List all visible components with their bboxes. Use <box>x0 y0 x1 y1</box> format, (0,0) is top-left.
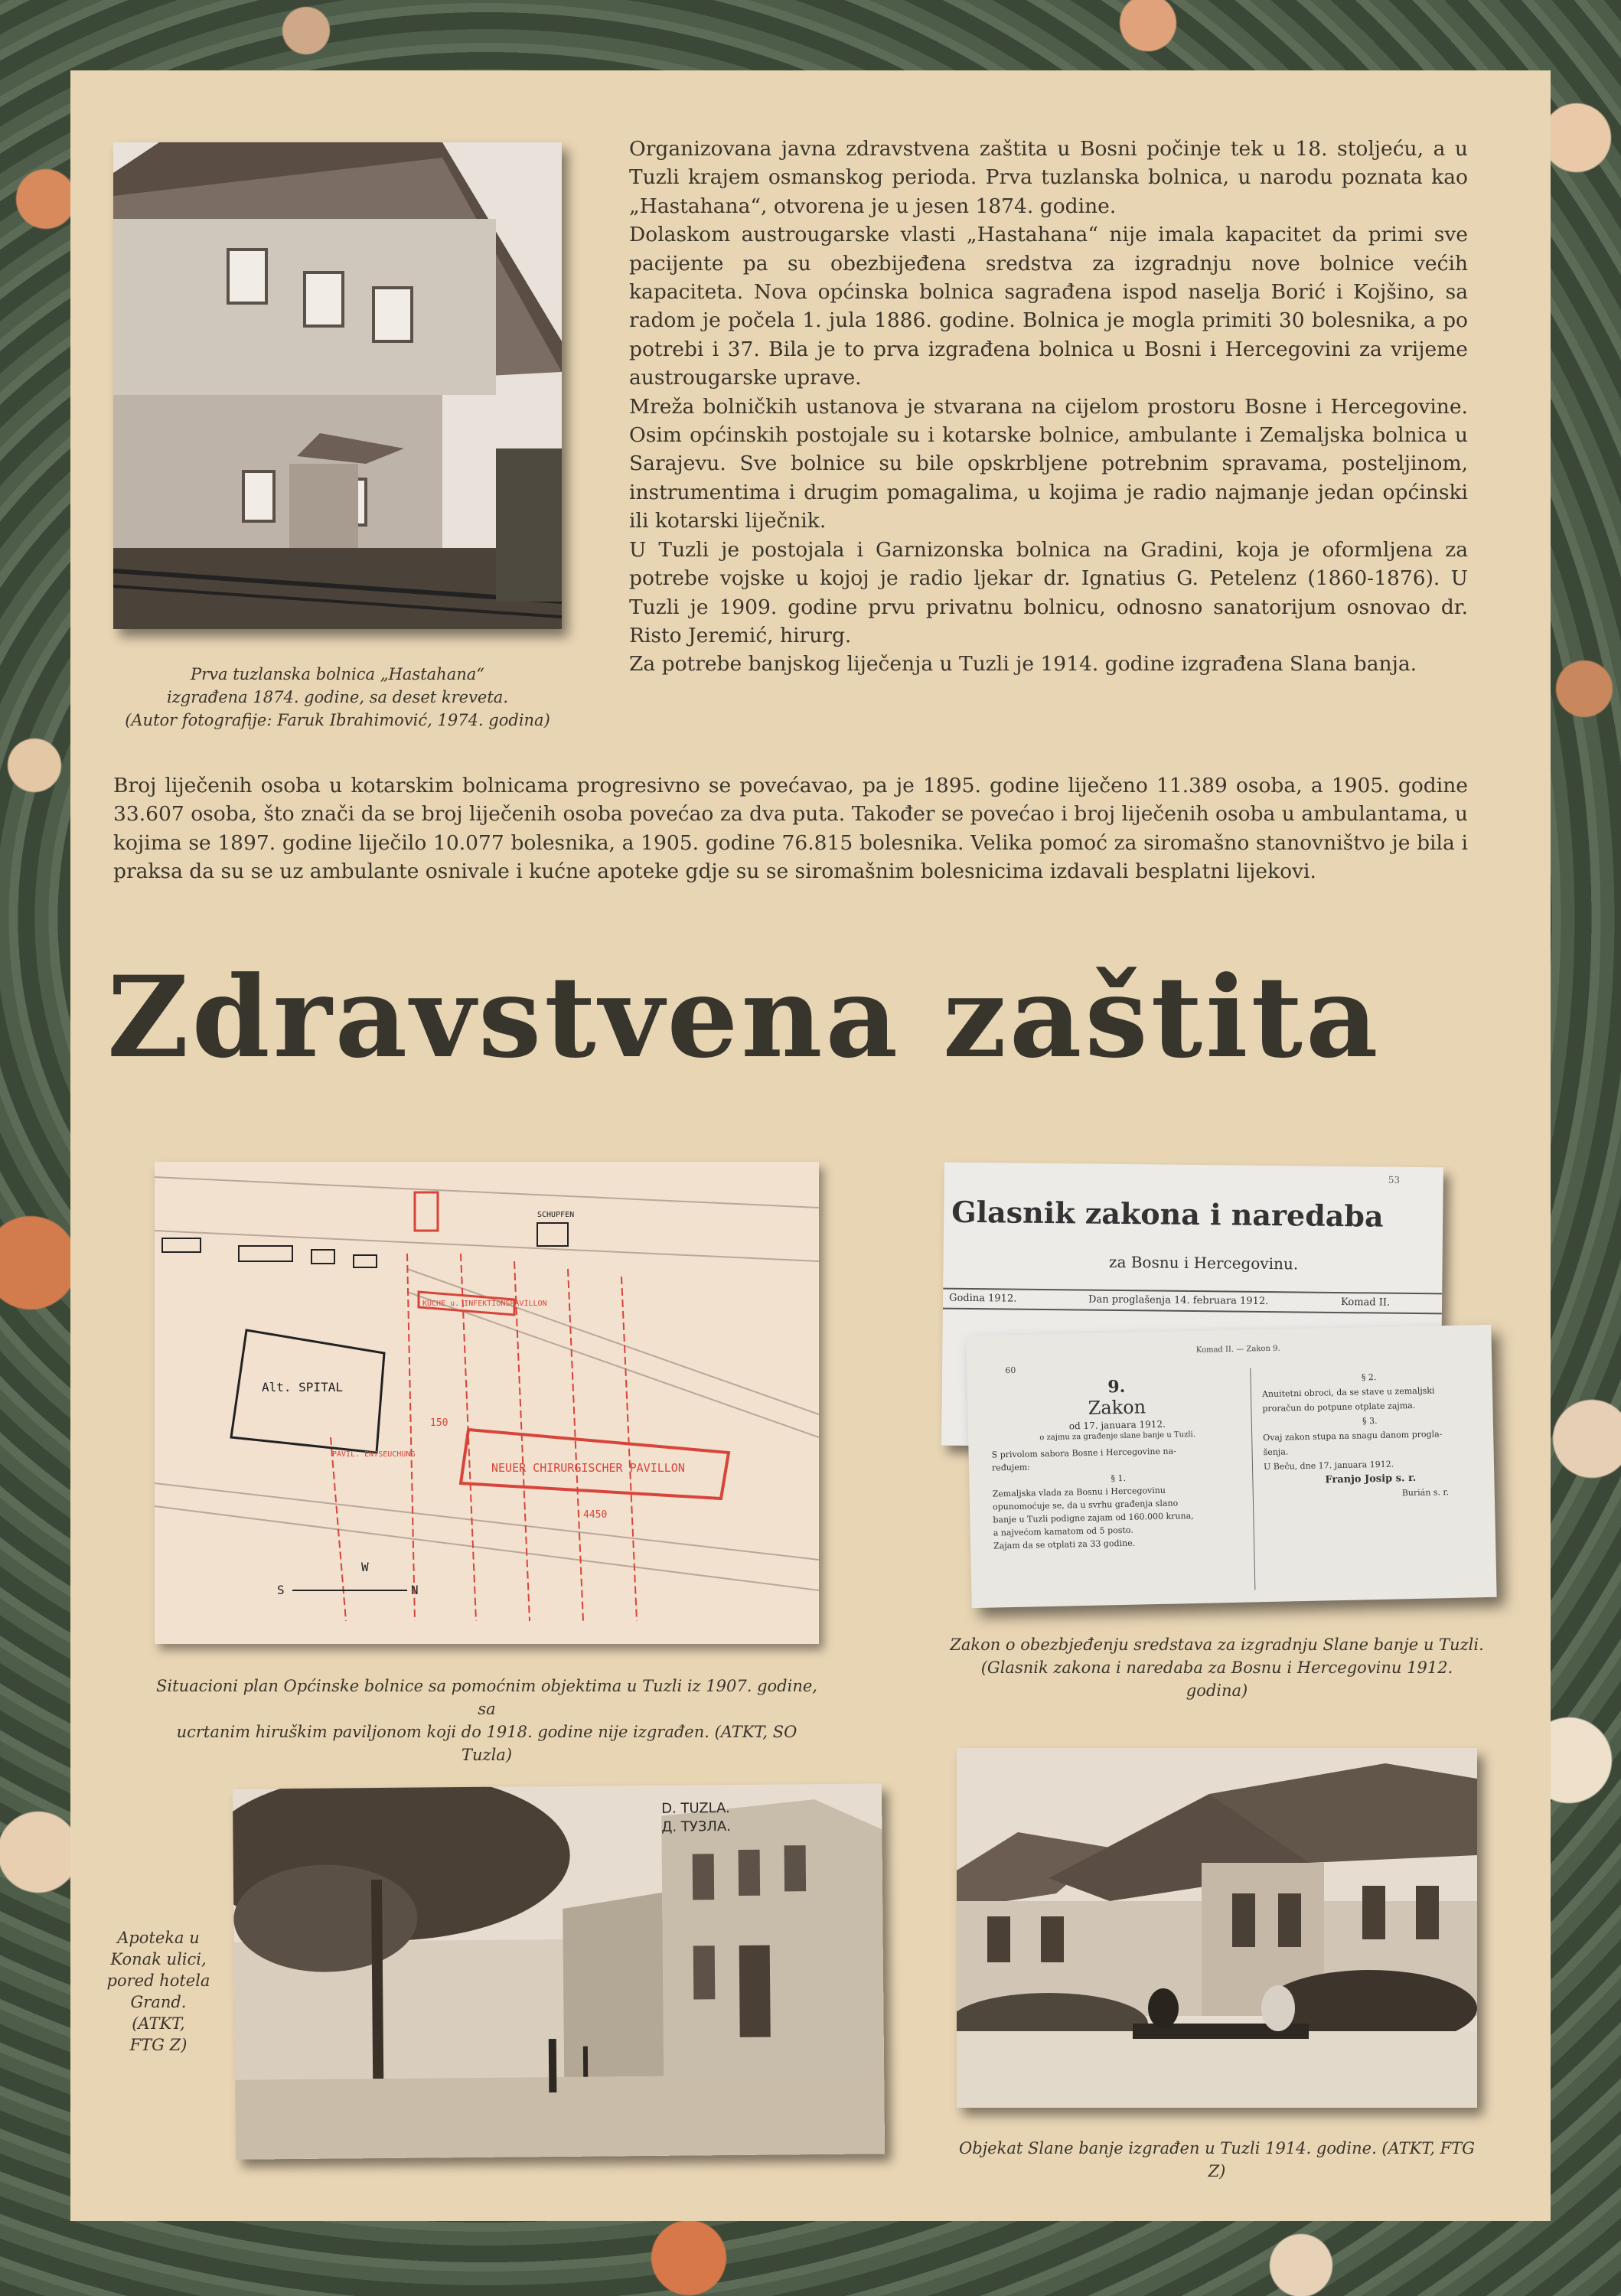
glasnik-page2-number: 60 <box>1005 1365 1016 1376</box>
law-line: šenja. <box>1263 1446 1289 1458</box>
plan-label-spital: Alt. SPITAL <box>262 1380 343 1394</box>
law-line: § 2. <box>1361 1372 1377 1383</box>
caption-line: (ATKT, <box>132 2014 185 2033</box>
law-line: Anuitetni obroci, da se stave u zemaljski <box>1261 1385 1435 1400</box>
caption-line: Objekat Slane banje izgrađen u Tuzli 1914. godine. (ATKT, FTG Z) <box>959 2139 1475 2180</box>
plan-label-schupfen: SCHUPFEN <box>537 1211 575 1219</box>
hastahana-photo <box>113 142 562 629</box>
plan-compass-n: N <box>411 1583 419 1597</box>
caption-line: Situacioni plan Općinske bolnice sa pomoćnim objektima u Tuzli iz 1907. godine, sa <box>156 1677 817 1718</box>
postcard-town-cyrillic: Д. ТУЗЛА. <box>661 1818 732 1835</box>
glasnik-komad: Komad II. <box>1340 1296 1391 1309</box>
law-number: 9. <box>1107 1376 1126 1397</box>
glasnik-date: Dan proglašenja 14. februara 1912. <box>1088 1293 1269 1308</box>
law-line: Zajam da se otplati za 33 godine. <box>993 1538 1136 1551</box>
slana-banja-caption <box>957 2137 1477 2183</box>
law-line: banje u Tuzli podigne zajam od 160.000 kruna, <box>993 1511 1194 1525</box>
law-line: a najvećom kamatom od 5 posto. <box>993 1525 1133 1538</box>
caption-line: Zakon o obezbjeđenju sredstava za izgradnju Slane banje u Tuzli. <box>950 1636 1484 1654</box>
glasnik-page-2 <box>966 1325 1496 1608</box>
law-line: proračun do potpune otplate zajma. <box>1262 1400 1416 1414</box>
glasnik-subtitle: za Bosnu i Hercegovinu. <box>1108 1252 1299 1274</box>
plan-dimension-1: 150 <box>430 1417 448 1429</box>
hastahana-caption <box>113 663 562 732</box>
glasnik-year: Godina 1912. <box>949 1292 1017 1305</box>
intro-paragraph: U Tuzli je postojala i Garnizonska bolnica na Gradini, koja je oformljena za potrebe vojske u kojoj je radio ljekar dr. Ignatius G. Petelenz (1860-1876). U Tuzli je 1909. godine prvu privatnu bolnicu, odnosno sanatorijum osnovao dr. Risto Jeremić, hirurg. <box>629 537 1468 647</box>
statistics-paragraph: Broj liječenih osoba u kotarskim bolnicama progresivno se povećavao, pa je 1895. godine liječeno 11.389 osoba, a 1905. godine 33.607 osoba, što znači da se broj liječenih osoba povećao za dva puta. Također se povećao i broj liječenih osoba u ambulantama, u kojima se 1897. godine liječilo 10.077 bolesnika, a 1905. godine 76.815 bolesnika. Velika pomoć za siromašno stanovništvo je bila i praksa da su se uz ambulante osnivale i kućne apoteke gdje su se siromašnim bolesnicima izdavali besplatni lijekovi. <box>113 774 1468 884</box>
plan-compass-w: W <box>361 1560 369 1574</box>
plan-caption <box>155 1675 819 1766</box>
plan-compass-s: S <box>277 1583 285 1597</box>
hospital-plan-image <box>155 1162 819 1644</box>
intro-paragraph: Dolaskom austrougarske vlasti „Hastahana“ nije imala kapacitet da primi sve pacijente pa su obezbijeđena sredstva za izgradnju nove bolnice većih kapaciteta. Nova općinska bolnica sagrađena ispod naselja Borić i Kojšino, sa radom je počela 1. jula 1886. godine. Bolnica je mogla primiti 30 bolesnika, a po potrebi i 37. Bila je to prva izgrađena bolnica u Bosni i Hercegovini za vrijeme austrougarske uprave. <box>629 223 1468 390</box>
plan-dimension-2: 4450 <box>583 1509 608 1521</box>
glasnik-header2: Komad II. — Zakon 9. <box>1195 1344 1280 1355</box>
glasnik-page-number: 53 <box>1388 1174 1401 1186</box>
caption-line: izgrađena 1874. godine, sa deset kreveta. <box>167 688 508 706</box>
apoteka-postcard <box>233 1783 885 2159</box>
caption-line: Apoteka u <box>117 1929 200 1947</box>
law-subject: o zajmu za građenje slane banje u Tuzli. <box>1039 1430 1196 1443</box>
law-body <box>991 1443 1246 1553</box>
intro-paragraph: Za potrebe banjskog liječenja u Tuzli je 1914. godine izgrađena Slana banja. <box>629 652 1417 677</box>
intro-paragraph: Organizovana javna zdravstvena zaštita u Bosni počinje tek u 18. stoljeću, a u Tuzli krajem osmanskog perioda. Prva tuzlanska bolnica, u narodu poznata kao „Hastahana“, otvorena je u jesen 1874. godine. <box>629 137 1468 218</box>
law-line: Zemaljska vlada za Bosnu i Hercegovinu <box>992 1485 1166 1499</box>
law-countersign: Burián s. r. <box>1401 1487 1450 1499</box>
plan-label-kuche: KÜCHE u. INFEKTIONSPAVILLON <box>422 1300 547 1308</box>
law-signature: Franjo Josip s. r. <box>1325 1472 1417 1486</box>
postcard-town-latin: D. TUZLA. <box>661 1800 730 1817</box>
slana-banja-photo <box>957 1748 1477 2108</box>
caption-line: Grand. <box>130 1993 187 2011</box>
law-line: ređujem: <box>991 1462 1031 1473</box>
caption-line: (Autor fotografije: Faruk Ibrahimović, 1974. godina) <box>125 711 550 729</box>
page-title: Zdravstvena zaštita <box>107 952 1381 1083</box>
law-line: U Beču, dne 17. januara 1912. <box>1263 1459 1394 1473</box>
law-title: Zakon <box>1088 1396 1146 1419</box>
glasnik-masthead: Glasnik zakona i naredaba <box>951 1194 1384 1234</box>
caption-line: pored hotela <box>106 1971 210 1990</box>
caption-line: (Glasnik zakona i naredaba za Bosnu i Hercegovinu 1912. godina) <box>980 1658 1453 1700</box>
apoteka-caption <box>101 1927 216 2056</box>
law-line: § 3. <box>1362 1415 1378 1427</box>
law-line: Ovaj zakon stupa na snagu danom progla- <box>1263 1429 1443 1443</box>
intro-paragraph: Mreža bolničkih ustanova je stvarana na cijelom prostoru Bosne i Hercegovine. Osim općinskih postojale su i kotarske bolnice, ambulante i Zemaljska bolnica u Sarajevu. Sve bolnice su bile opskrbljene potrebnim spravama, posteljinom, instrumentima i drugim pomagalima, u kojima je radio najmanje jedan općinski ili kotarski liječnik. <box>629 394 1468 533</box>
plan-label-pavillon: NEUER CHIRURGISCHER PAVILLON <box>491 1461 685 1475</box>
caption-line: Konak ulici, <box>110 1950 207 1968</box>
law-line: opunomoćuje se, da u svrhu građenja slano <box>992 1498 1179 1512</box>
intro-text <box>629 135 1468 679</box>
glasnik-caption <box>949 1633 1485 1702</box>
caption-line: ucrtanim hiruškim paviljonom koji do 1918. godine nije izgrađen. (ATKT, SO Tuzla) <box>176 1723 797 1764</box>
law-line: § 1. <box>1111 1473 1127 1484</box>
caption-line: FTG Z) <box>129 2036 188 2054</box>
plan-label-entseuchung: PAVIL. ENTSEUCHUNG <box>332 1450 416 1459</box>
law-line: S privolom sabora Bosne i Hercegovine na- <box>991 1446 1176 1460</box>
law-date: od 17. januara 1912. <box>1068 1418 1166 1432</box>
caption-line: Prva tuzlanska bolnica „Hastahana“ <box>191 665 484 683</box>
law-body-right <box>1261 1368 1479 1503</box>
